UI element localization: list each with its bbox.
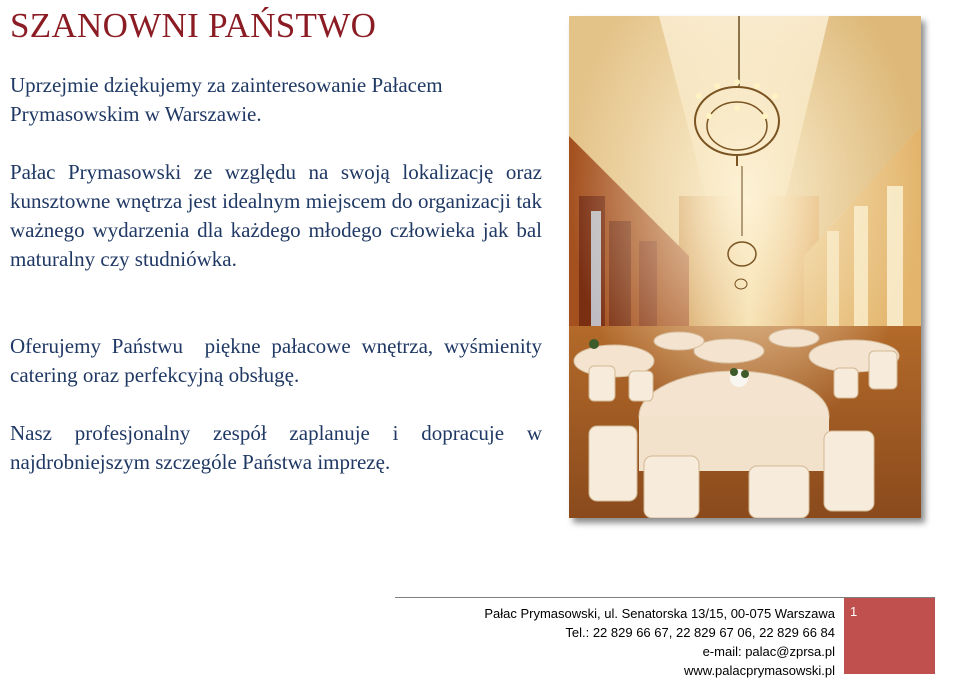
page-number: 1 [850,604,858,619]
page-title: SZANOWNI PAŃSTWO [10,6,377,45]
intro-line-2: Prymasowskim w Warszawie. [10,102,262,126]
intro-paragraph [10,71,542,129]
footer-address: Pałac Prymasowski, ul. Senatorska 13/15, 00-075 Warszawa [484,606,835,621]
footer-website: www.palacprymasowski.pl [684,663,835,678]
offer-paragraph: Oferujemy Państwu piękne pałacowe wnętrza, wyśmienity catering oraz perfekcyjną obsługę. [10,334,548,387]
ballroom-photo [569,16,921,518]
footer-contact [484,604,835,680]
footer-email: e-mail: palac@zprsa.pl [702,644,835,659]
footer-phone: Tel.: 22 829 66 67, 22 829 67 06, 22 829 66 84 [565,625,835,640]
location-paragraph: Pałac Prymasowski ze względu na swoją lokalizację oraz kunsztowne wnętrza jest idealnym miejscem do organizacji tak ważnego wydarzenia dla każdego młodego człowieka jak bal maturalny czy studniówka. [10,160,542,271]
page-number-box [844,598,935,674]
team-paragraph: Nasz profesjonalny zespół zaplanuje i dopracuje w najdrobniejszym szczególe Państwa imprezę. [10,421,542,474]
intro-line-1: Uprzejmie dziękujemy za zainteresowanie Pałacem [10,73,443,97]
